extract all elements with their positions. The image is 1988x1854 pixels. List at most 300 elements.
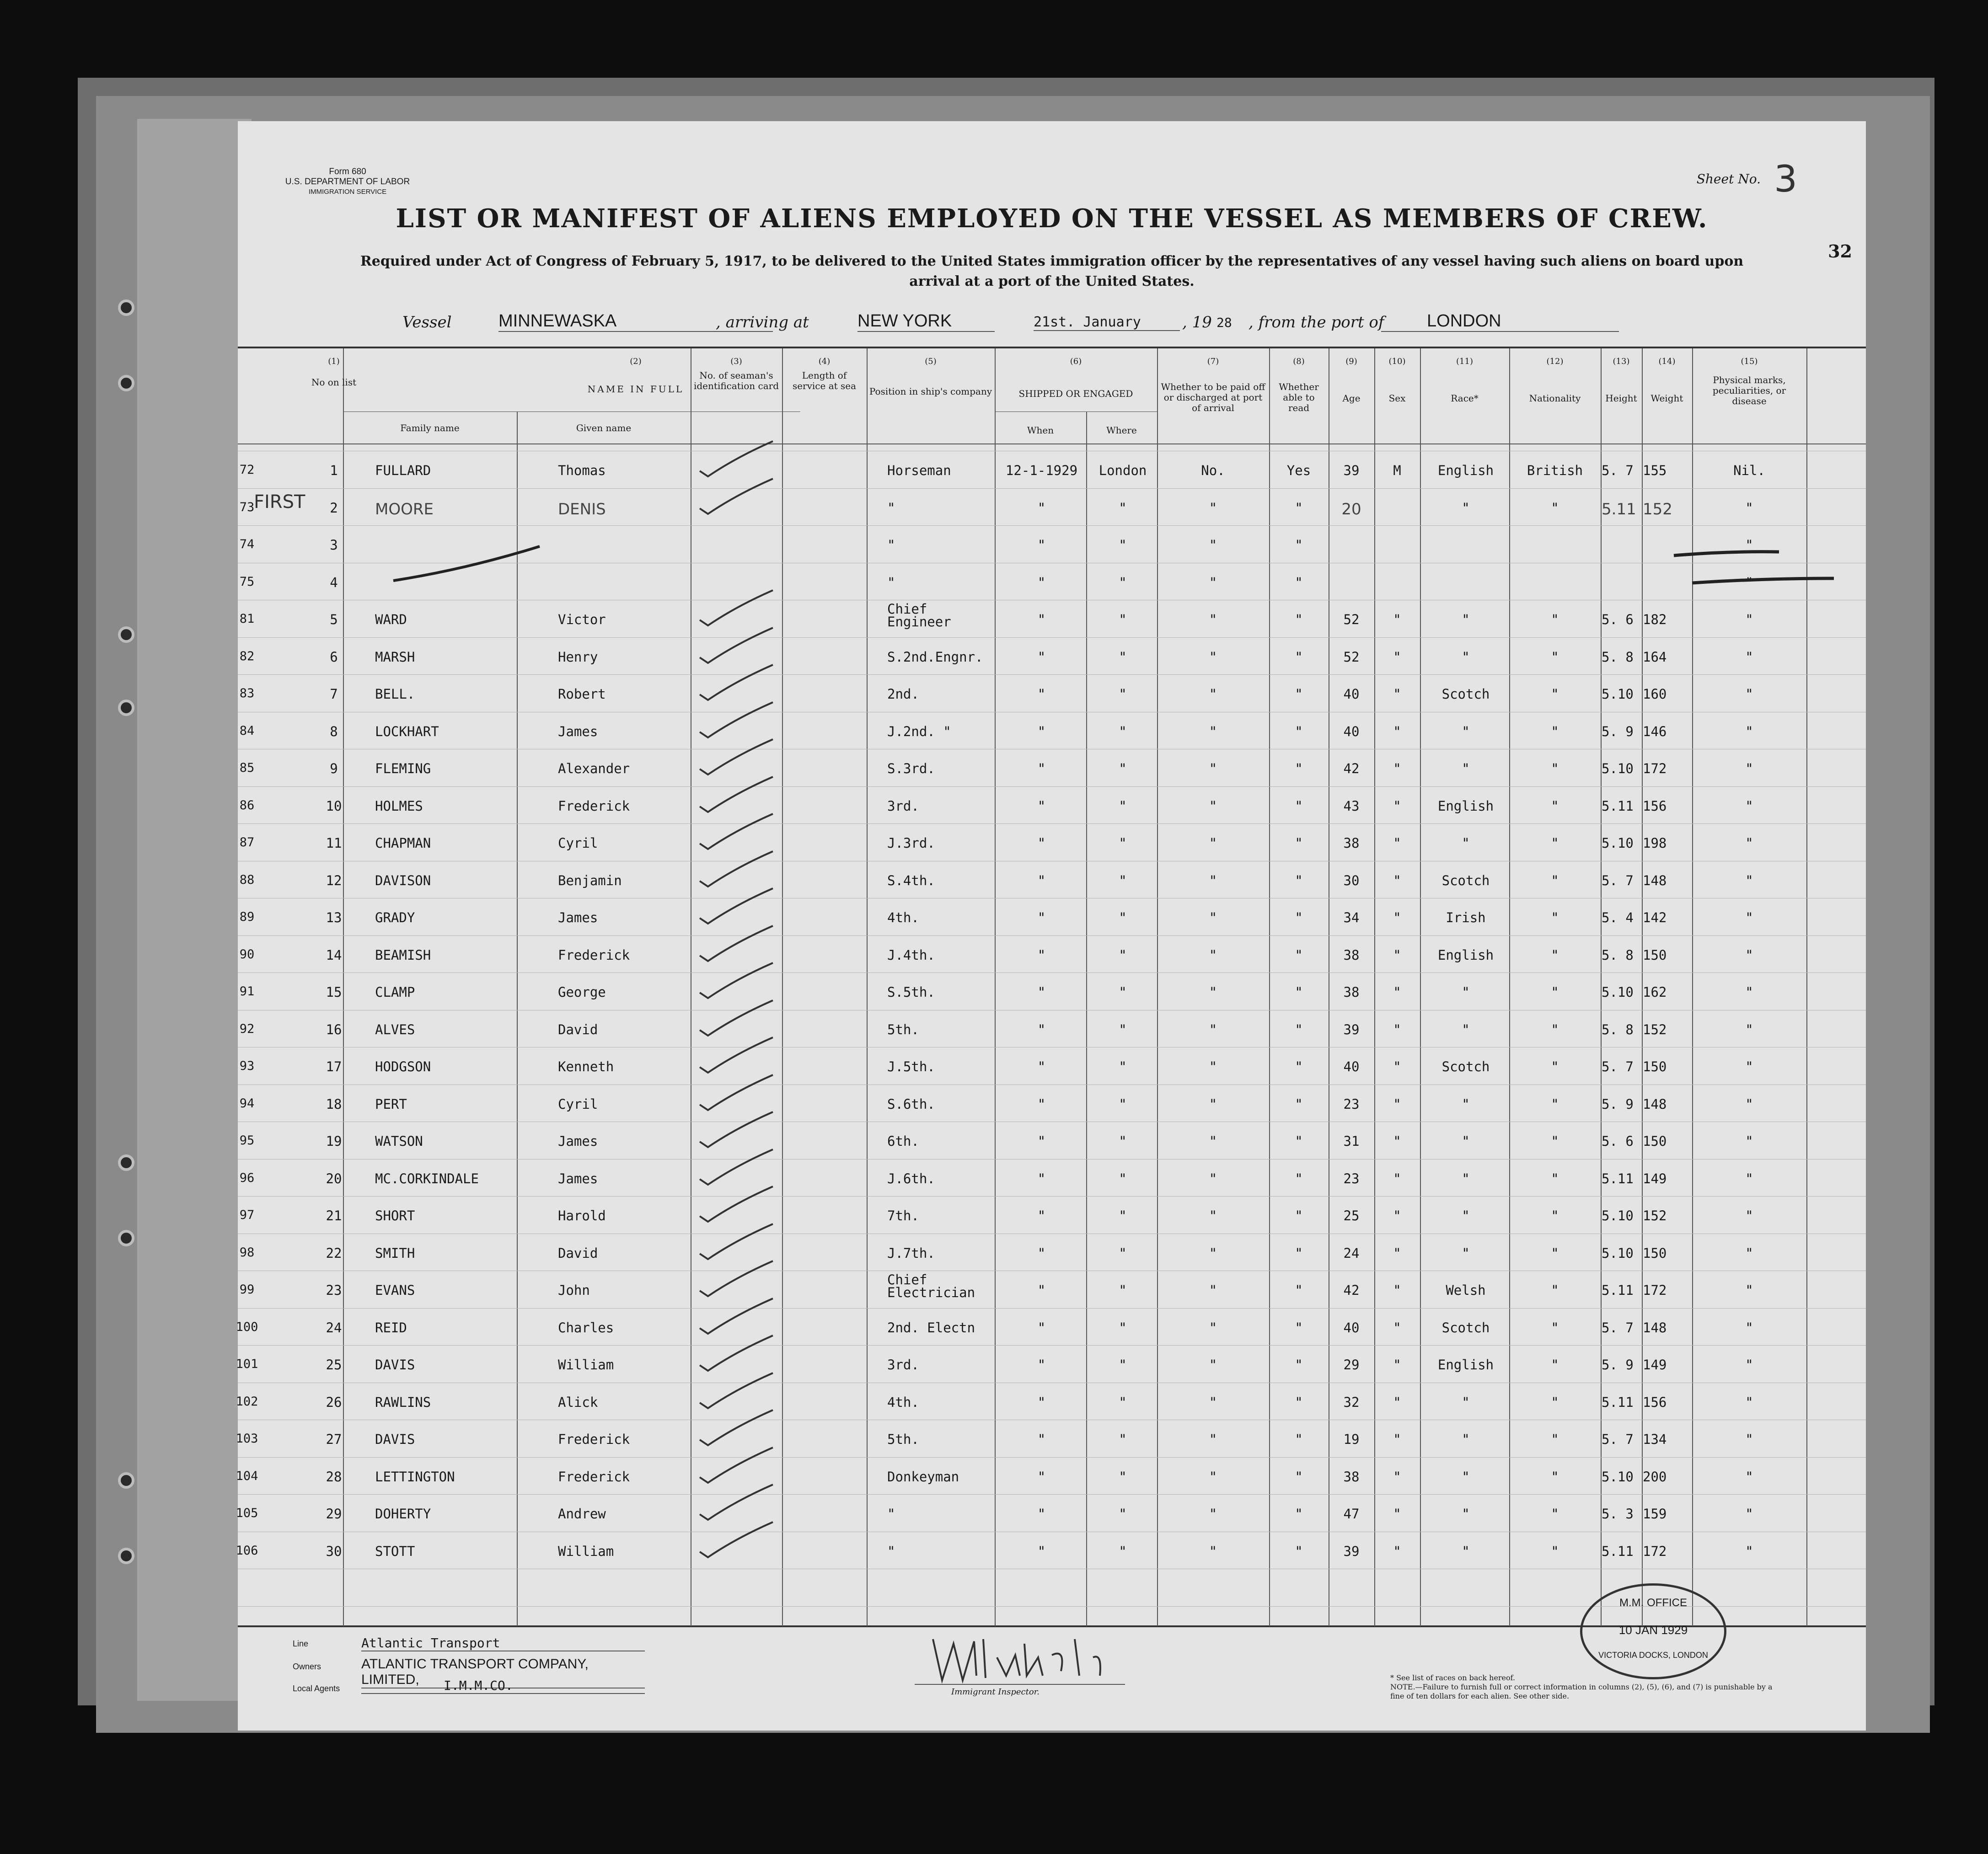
position-cell: S.2nd.Engnr. [887, 649, 983, 665]
read-cell: " [1295, 1096, 1303, 1112]
no-cell: 10 [326, 798, 342, 814]
where-cell: " [1119, 1059, 1127, 1074]
where-cell: " [1119, 1282, 1127, 1298]
given-cell: James [558, 723, 598, 739]
col4-number: (4) [818, 357, 831, 366]
margin-cell: 85 [239, 761, 255, 775]
sex-cell: " [1393, 1469, 1401, 1485]
margin-cell: 91 [239, 984, 255, 999]
weight-cell: 182 [1643, 612, 1667, 627]
where-cell: " [1119, 984, 1127, 1000]
read-cell: " [1295, 574, 1303, 590]
binding-hole [118, 375, 134, 391]
paid-cell: " [1209, 574, 1217, 590]
marks-cell: " [1745, 1133, 1753, 1149]
no-cell: 12 [326, 872, 342, 888]
when-cell: " [1037, 1245, 1046, 1261]
position-cell: J.6th. [887, 1170, 935, 1186]
paid-cell: " [1209, 910, 1217, 925]
weight-cell: 156 [1643, 798, 1667, 814]
race-cell: " [1462, 1543, 1470, 1559]
binding-hole [118, 626, 134, 643]
when-cell: " [1037, 984, 1046, 1000]
position-cell: S.5th. [887, 984, 935, 1000]
where-cell: " [1119, 723, 1127, 739]
where-cell: " [1119, 872, 1127, 888]
footnote [1390, 1673, 1779, 1701]
check-mark [695, 812, 787, 853]
age-cell: 31 [1343, 1133, 1360, 1149]
nationality-cell: " [1551, 612, 1559, 627]
owners-value: ATLANTIC TRANSPORT COMPANY, LIMITED, [361, 1656, 645, 1688]
height-cell: 5. 8 [1602, 1021, 1634, 1037]
given-cell: William [558, 1543, 614, 1559]
age-cell: 30 [1343, 872, 1360, 888]
family-cell: GRADY [375, 910, 415, 925]
row-rule [238, 1345, 1866, 1346]
where-cell: " [1119, 910, 1127, 925]
position-cell: " [887, 500, 895, 516]
marks-cell: " [1745, 1245, 1753, 1261]
given-cell: Kenneth [558, 1059, 614, 1074]
height-cell: 5.11 [1602, 1394, 1634, 1410]
family-cell: HOLMES [375, 798, 423, 814]
age-cell: 32 [1343, 1394, 1360, 1410]
margin-cell: 92 [239, 1021, 255, 1036]
when-cell: " [1037, 1506, 1046, 1522]
col6-number: (6) [1070, 357, 1082, 366]
given-cell: Frederick [558, 1432, 630, 1447]
col14-number: (14) [1658, 357, 1676, 366]
given-cell: Thomas [558, 463, 606, 478]
family-cell: LOCKHART [375, 723, 439, 739]
paid-cell: No. [1201, 463, 1225, 478]
weight-cell: 150 [1643, 1133, 1667, 1149]
family-cell: BELL. [375, 686, 415, 702]
height-cell: 5. 9 [1602, 1357, 1634, 1373]
col13-number: (13) [1613, 357, 1630, 366]
read-cell: " [1295, 1469, 1303, 1485]
read-cell: " [1295, 761, 1303, 776]
nationality-cell: " [1551, 649, 1559, 665]
weight-cell: 160 [1643, 686, 1667, 702]
paid-cell: " [1209, 947, 1217, 963]
weight-cell: 152 [1643, 500, 1672, 518]
given-cell: David [558, 1245, 598, 1261]
where-cell: " [1119, 1245, 1127, 1261]
nationality-cell: " [1551, 1021, 1559, 1037]
sex-cell: " [1393, 798, 1401, 814]
given-cell: James [558, 1133, 598, 1149]
col12-number: (12) [1546, 357, 1564, 366]
col6-header: SHIPPED OR ENGAGED [1018, 388, 1133, 399]
race-cell: " [1462, 612, 1470, 627]
read-cell: " [1295, 500, 1303, 516]
col9-number: (9) [1345, 357, 1357, 366]
height-cell: 5. 7 [1602, 1320, 1634, 1336]
weight-cell: 149 [1643, 1170, 1667, 1186]
nationality-cell: " [1551, 761, 1559, 776]
marks-cell: " [1745, 723, 1753, 739]
paid-cell: " [1209, 1506, 1217, 1522]
no-cell: 8 [330, 723, 338, 739]
height-cell: 5. 6 [1602, 1133, 1634, 1149]
marks-cell: " [1745, 1543, 1753, 1559]
position-cell: Horseman [887, 463, 951, 478]
position-cell: 4th. [887, 910, 919, 925]
read-cell: " [1295, 1394, 1303, 1410]
where-cell: " [1119, 1357, 1127, 1373]
marks-cell: " [1745, 1357, 1753, 1373]
age-cell: 25 [1343, 1208, 1360, 1224]
row-rule [238, 1308, 1866, 1309]
paid-cell: " [1209, 984, 1217, 1000]
position-cell: 5th. [887, 1021, 919, 1037]
race-cell: " [1462, 1394, 1470, 1410]
nationality-cell: " [1551, 1170, 1559, 1186]
race-cell: Scotch [1441, 872, 1490, 888]
age-cell: 20 [1341, 500, 1361, 518]
margin-cell: 87 [239, 835, 255, 850]
when-cell: " [1037, 1096, 1046, 1112]
margin-cell: 97 [239, 1208, 255, 1222]
read-cell: " [1295, 798, 1303, 814]
family-cell: FLEMING [375, 761, 431, 776]
nationality-cell: " [1551, 1506, 1559, 1522]
position-cell: J.4th. [887, 947, 935, 963]
binding-hole [118, 1548, 134, 1564]
position-cell: Chief Engineer [887, 601, 951, 630]
when-cell: " [1037, 1133, 1046, 1149]
marks-cell: " [1745, 612, 1753, 627]
no-cell: 19 [326, 1133, 342, 1149]
margin-cell: 83 [239, 686, 255, 700]
row-rule [238, 786, 1866, 787]
where-cell: " [1119, 761, 1127, 776]
weight-cell: 172 [1643, 1543, 1667, 1559]
sub-header-rule [995, 411, 1157, 412]
given-cell: George [558, 984, 606, 1000]
when-cell: " [1037, 574, 1046, 590]
check-mark [695, 439, 787, 480]
marks-cell: " [1745, 1320, 1753, 1336]
header-bottom-rule [238, 443, 1866, 444]
when-cell: " [1037, 1394, 1046, 1410]
height-cell: 5. 8 [1602, 947, 1634, 963]
margin-cell: 101 [236, 1357, 258, 1371]
nationality-cell: " [1551, 984, 1559, 1000]
nationality-cell: " [1551, 1543, 1559, 1559]
nationality-cell: " [1551, 1282, 1559, 1298]
race-cell: English [1437, 1357, 1494, 1373]
given-cell: David [558, 1021, 598, 1037]
col7-number: (7) [1207, 357, 1219, 366]
sex-cell: " [1393, 1506, 1401, 1522]
read-cell: " [1295, 1506, 1303, 1522]
where-cell: " [1119, 835, 1127, 851]
check-mark [695, 700, 787, 741]
read-cell: " [1295, 835, 1303, 851]
height-cell: 5.11 [1602, 1170, 1634, 1186]
race-cell: " [1462, 1021, 1470, 1037]
check-mark [695, 1371, 787, 1412]
where-cell: " [1119, 798, 1127, 814]
margin-cell: 96 [239, 1170, 255, 1185]
office-stamp [1580, 1583, 1726, 1679]
paid-cell: " [1209, 798, 1217, 814]
col12-header: Nationality [1529, 393, 1581, 404]
weight-cell: 200 [1643, 1469, 1667, 1485]
weight-cell: 148 [1643, 872, 1667, 888]
read-cell: " [1295, 1432, 1303, 1447]
row-rule [238, 935, 1866, 936]
weight-cell: 152 [1643, 1208, 1667, 1224]
nationality-cell: " [1551, 1432, 1559, 1447]
family-cell: CHAPMAN [375, 835, 431, 851]
position-cell: 5th. [887, 1432, 919, 1447]
col15-header: Physical marks, peculiarities, or disease [1712, 374, 1786, 406]
row-rule [238, 1457, 1866, 1458]
margin-cell: 86 [239, 798, 255, 812]
age-cell: 39 [1343, 1543, 1360, 1559]
race-cell: " [1462, 761, 1470, 776]
paid-cell: " [1209, 1394, 1217, 1410]
family-cell: STOTT [375, 1543, 415, 1559]
form-number: Form 680 [329, 167, 366, 176]
margin-cell: 82 [239, 649, 255, 663]
race-cell: " [1462, 1469, 1470, 1485]
check-mark [695, 476, 787, 518]
race-cell: Irish [1446, 910, 1486, 925]
read-cell: " [1295, 1170, 1303, 1186]
nationality-cell: " [1551, 1096, 1559, 1112]
paid-cell: " [1209, 500, 1217, 516]
paid-cell: " [1209, 1208, 1217, 1224]
when-cell: " [1037, 1543, 1046, 1559]
when-cell: " [1037, 1170, 1046, 1186]
where-cell: " [1119, 537, 1127, 553]
check-mark [695, 1110, 787, 1151]
sex-cell: " [1393, 835, 1401, 851]
position-cell: J.3rd. [887, 835, 935, 851]
read-cell: " [1295, 1133, 1303, 1149]
marks-cell: " [1745, 872, 1753, 888]
paid-cell: " [1209, 872, 1217, 888]
marks-cell: " [1745, 649, 1753, 665]
height-cell: 5.10 [1602, 984, 1634, 1000]
age-cell: 29 [1343, 1357, 1360, 1373]
read-cell: " [1295, 1245, 1303, 1261]
age-cell: 39 [1343, 463, 1360, 478]
margin-cell: 100 [236, 1320, 258, 1334]
marks-cell: " [1745, 1469, 1753, 1485]
row-rule [238, 525, 1866, 526]
position-cell: " [887, 1543, 895, 1559]
given-name-header: Given name [576, 422, 632, 433]
col11-header: Race* [1451, 393, 1479, 404]
read-cell: " [1295, 723, 1303, 739]
service: IMMIGRATION SERVICE [308, 188, 387, 196]
where-cell: London [1098, 463, 1147, 478]
no-cell: 25 [326, 1357, 342, 1373]
weight-cell: 148 [1643, 1320, 1667, 1336]
marks-cell: " [1745, 1208, 1753, 1224]
age-cell: 42 [1343, 761, 1360, 776]
age-cell: 23 [1343, 1170, 1360, 1186]
race-cell: English [1437, 947, 1494, 963]
where-cell: " [1119, 574, 1127, 590]
year-suffix: 28 [1216, 315, 1232, 330]
check-mark [695, 849, 787, 890]
sex-cell: " [1393, 1133, 1401, 1149]
col2-header: NAME IN FULL [587, 384, 684, 395]
sex-cell: " [1393, 872, 1401, 888]
col8-header: Whether able to read [1279, 381, 1319, 413]
binding-hole [118, 1154, 134, 1171]
paid-cell: " [1209, 1021, 1217, 1037]
sex-cell: " [1393, 910, 1401, 925]
family-cell: FULLARD [375, 463, 431, 478]
check-mark [695, 663, 787, 704]
given-cell: John [558, 1282, 590, 1298]
when-cell: " [1037, 947, 1046, 963]
paid-cell: " [1209, 723, 1217, 739]
age-cell: 39 [1343, 1021, 1360, 1037]
where-cell: " [1119, 947, 1127, 963]
nationality-cell: " [1551, 723, 1559, 739]
no-cell: 5 [330, 612, 338, 627]
col1-header: No on list [311, 377, 357, 388]
footnote-races: * See list of races on back hereof. [1390, 1673, 1516, 1682]
paid-cell: " [1209, 686, 1217, 702]
paid-cell: " [1209, 1059, 1217, 1074]
position-cell: Chief Electrician [887, 1272, 975, 1300]
where-cell: " [1119, 1133, 1127, 1149]
nationality-cell: " [1551, 1245, 1559, 1261]
nationality-cell: " [1551, 798, 1559, 814]
check-mark [695, 1147, 787, 1188]
nationality-cell: " [1551, 1059, 1559, 1074]
given-cell: Cyril [558, 1096, 598, 1112]
margin-cell: 102 [236, 1394, 258, 1409]
col10-number: (10) [1388, 357, 1406, 366]
position-cell: 2nd. [887, 686, 919, 702]
margin-cell: 72 [239, 463, 255, 477]
no-cell: 26 [326, 1394, 342, 1410]
race-cell: English [1437, 798, 1494, 814]
given-cell: Cyril [558, 835, 598, 851]
read-cell: " [1295, 1059, 1303, 1074]
where-cell: " [1119, 1208, 1127, 1224]
where-cell: " [1119, 1432, 1127, 1447]
no-cell: 29 [326, 1506, 342, 1522]
when-cell: " [1037, 723, 1046, 739]
marks-cell: " [1745, 835, 1753, 851]
nationality-cell: " [1551, 1133, 1559, 1149]
read-cell: " [1295, 537, 1303, 553]
margin-cell: 89 [239, 910, 255, 924]
position-cell: " [887, 537, 895, 553]
position-cell: Donkeyman [887, 1469, 959, 1485]
age-cell: 38 [1343, 1469, 1360, 1485]
col11-number: (11) [1456, 357, 1473, 366]
margin-cell: 90 [239, 947, 255, 962]
line-label: Line [293, 1639, 309, 1648]
marks-cell: " [1745, 574, 1753, 590]
row-rule [238, 972, 1866, 973]
family-cell: WARD [375, 612, 407, 627]
given-cell: Frederick [558, 1469, 630, 1485]
race-cell: " [1462, 835, 1470, 851]
binding-hole [118, 1230, 134, 1246]
agents-value: I.M.M.CO. [361, 1678, 645, 1694]
height-cell: 5.10 [1602, 835, 1634, 851]
department: U.S. DEPARTMENT OF LABOR [285, 177, 410, 187]
paid-cell: " [1209, 1133, 1217, 1149]
check-mark [695, 1035, 787, 1076]
marks-cell: " [1745, 761, 1753, 776]
read-cell: " [1295, 1282, 1303, 1298]
col3-number: (3) [730, 357, 742, 366]
row-rule [238, 637, 1866, 638]
check-mark [695, 961, 787, 1002]
weight-cell: 152 [1643, 1021, 1667, 1037]
weight-cell: 149 [1643, 1357, 1667, 1373]
marks-cell: " [1745, 500, 1753, 516]
when-cell: " [1037, 1282, 1046, 1298]
arriving-label: , arriving at [716, 313, 809, 331]
marks-cell: " [1745, 1059, 1753, 1074]
check-mark [695, 1333, 787, 1374]
where-cell: " [1119, 1320, 1127, 1336]
family-cell: DAVISON [375, 872, 431, 888]
position-cell: J.5th. [887, 1059, 935, 1074]
strike-line-height [1674, 552, 1779, 556]
stamp-date: 10 JAN 1929 [1618, 1623, 1688, 1637]
given-cell: Benjamin [558, 872, 622, 888]
sex-cell: " [1393, 761, 1401, 776]
weight-cell: 142 [1643, 910, 1667, 925]
when-cell: " [1037, 686, 1046, 702]
col4-header: Length of service at sea [792, 370, 857, 391]
table-top-rule [238, 347, 1866, 348]
weight-cell: 162 [1643, 984, 1667, 1000]
marks-cell: " [1745, 1394, 1753, 1410]
nationality-cell: " [1551, 947, 1559, 963]
marks-cell: " [1745, 910, 1753, 925]
race-cell: Scotch [1441, 1059, 1490, 1074]
race-cell: " [1462, 1133, 1470, 1149]
paid-cell: " [1209, 537, 1217, 553]
col5-header: Position in ship's company [869, 386, 992, 397]
marks-cell: " [1745, 537, 1753, 553]
paid-cell: " [1209, 835, 1217, 851]
margin-cell: 94 [239, 1096, 255, 1111]
given-cell: Alick [558, 1394, 598, 1410]
read-cell: " [1295, 947, 1303, 963]
nationality-cell: " [1551, 1394, 1559, 1410]
no-cell: 28 [326, 1469, 342, 1485]
age-cell: 38 [1343, 984, 1360, 1000]
paid-cell: " [1209, 649, 1217, 665]
given-cell: James [558, 910, 598, 925]
year-prefix: , 19 [1182, 313, 1212, 331]
family-cell: CLAMP [375, 984, 415, 1000]
sheet-no: 3 [1774, 158, 1797, 200]
family-cell: DAVIS [375, 1432, 415, 1447]
given-cell: William [558, 1357, 614, 1373]
position-cell: 4th. [887, 1394, 919, 1410]
